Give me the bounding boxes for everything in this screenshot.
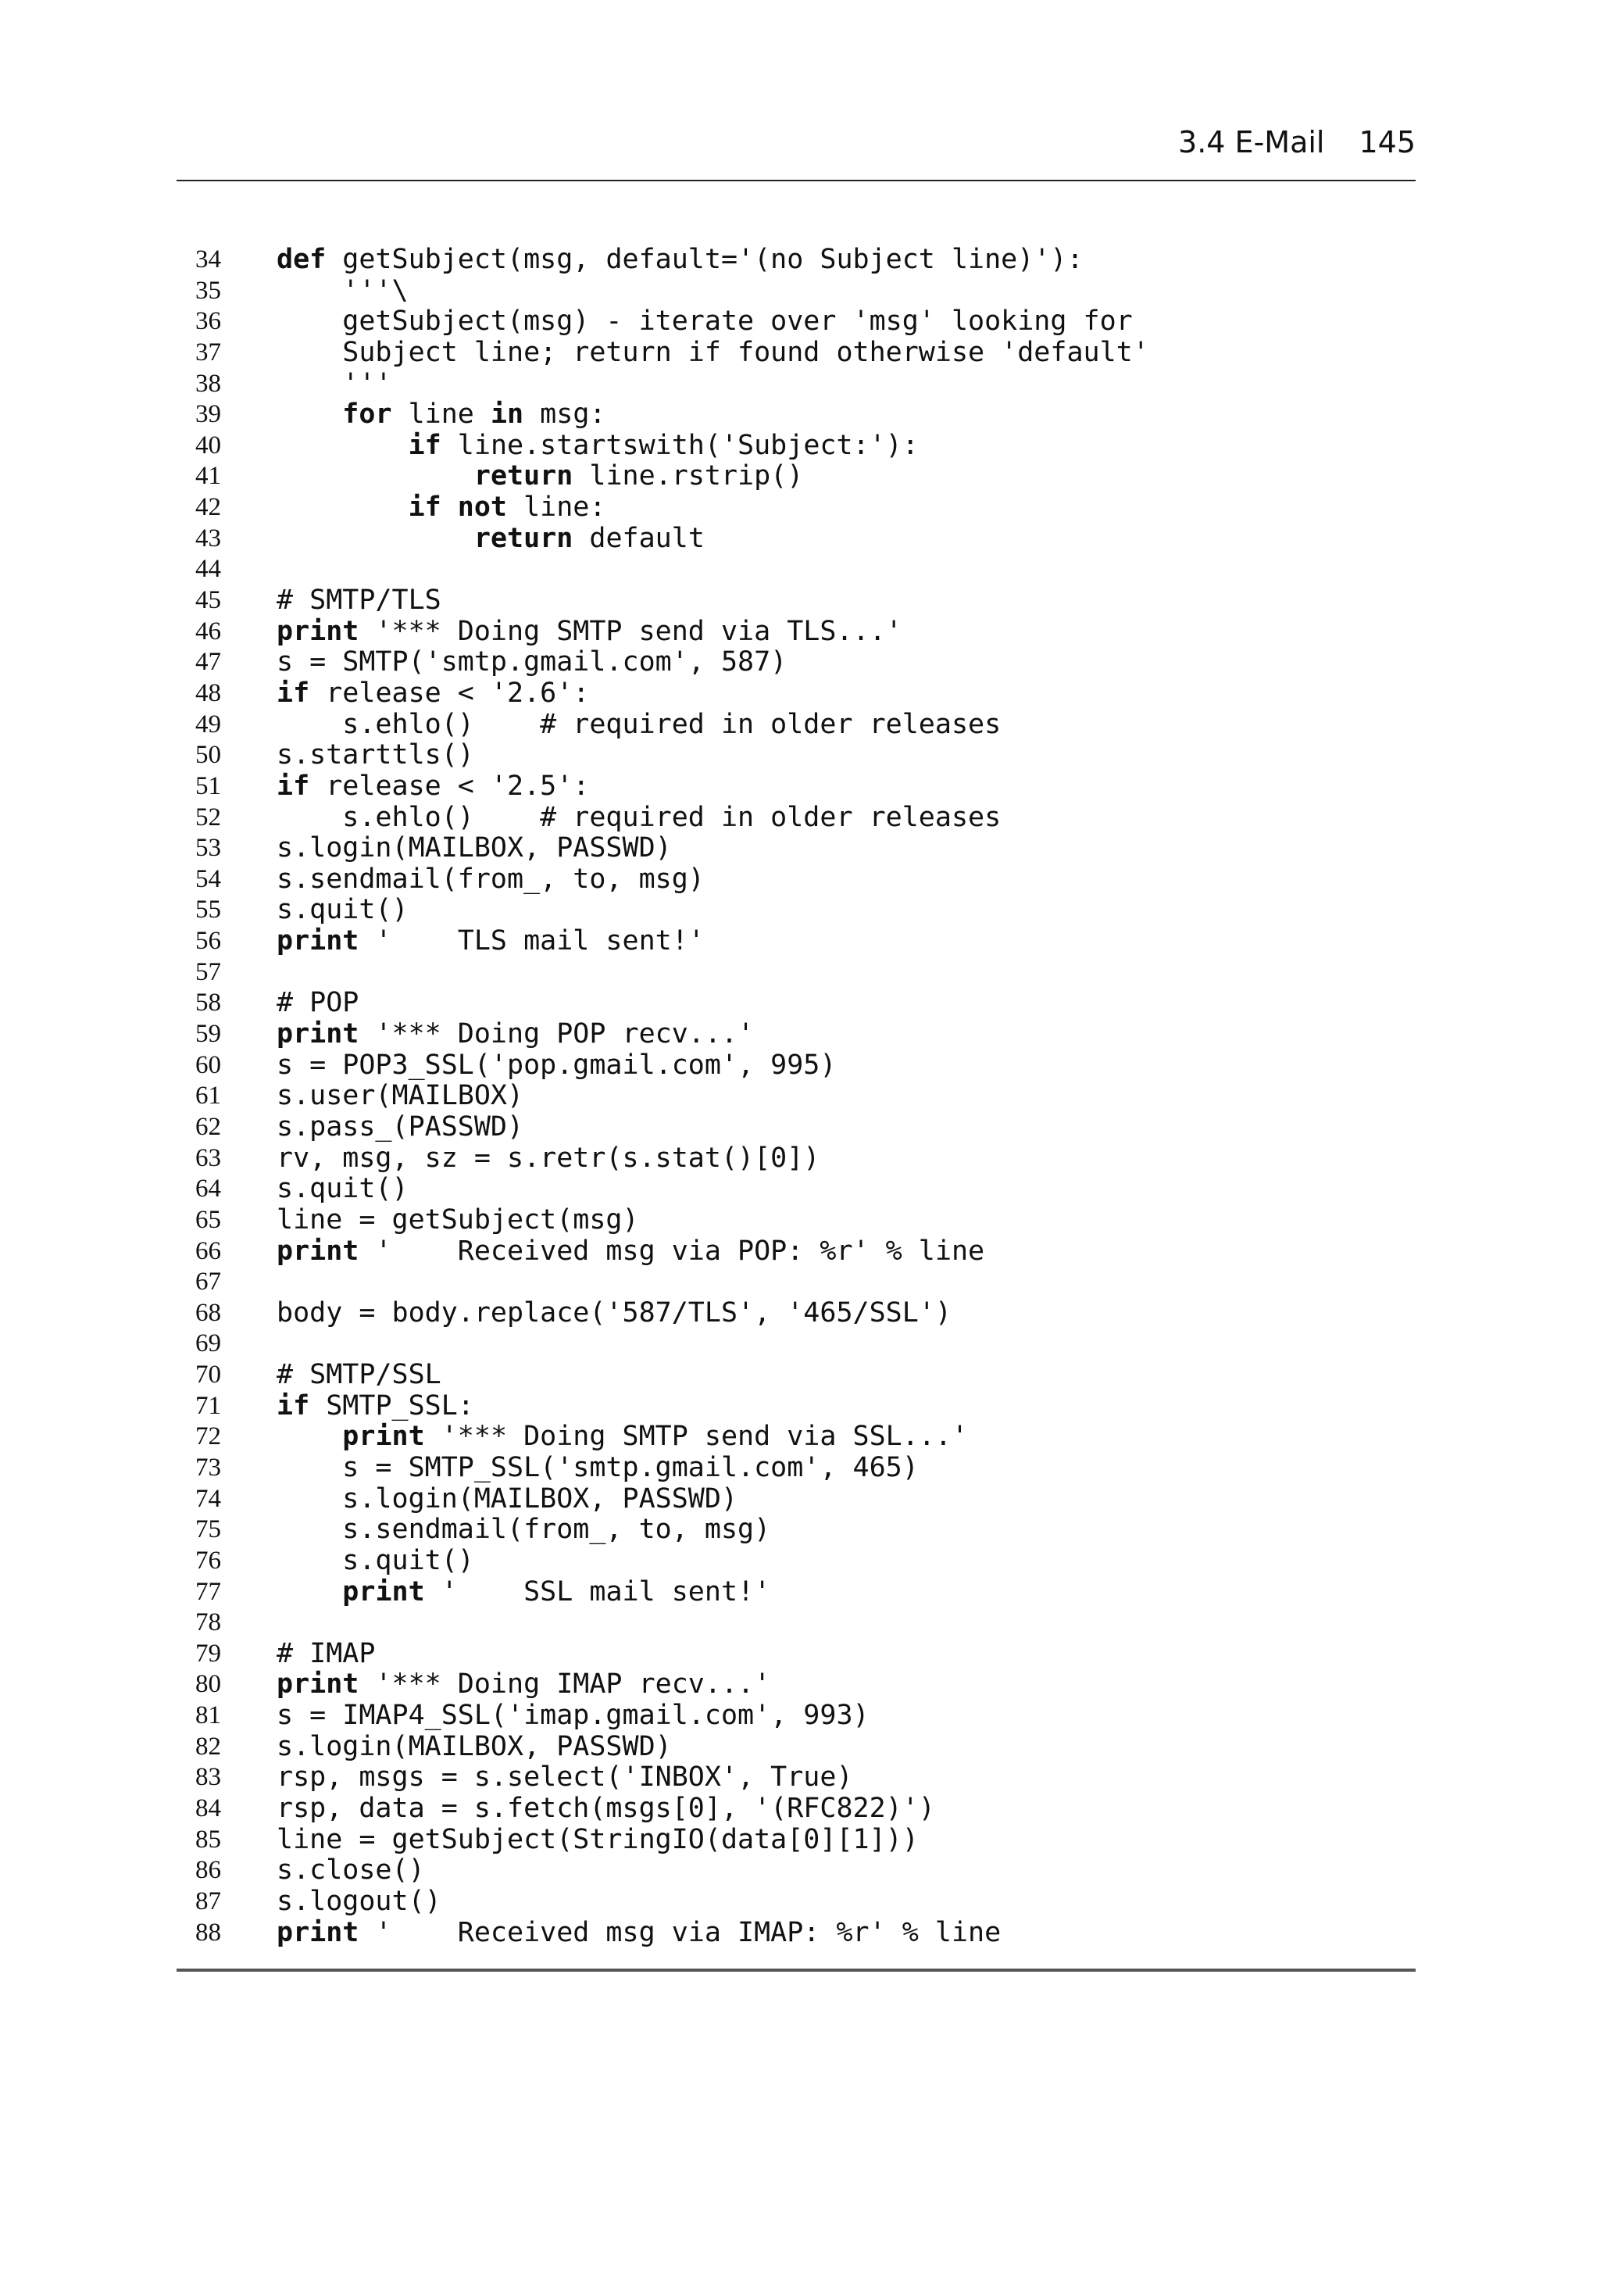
line-number: 74 (195, 1484, 221, 1513)
code-keyword: print (277, 1018, 359, 1050)
code-line (195, 1515, 1398, 1546)
code-token: s.ehlo() # required in older releases (277, 801, 1002, 833)
code-text (277, 1639, 375, 1670)
code-line (195, 864, 1398, 896)
code-text (277, 803, 1001, 834)
code-token: rsp, msgs = s.select('INBOX', True) (277, 1761, 853, 1794)
code-text (277, 431, 919, 462)
code-token: release < '2.5': (309, 770, 590, 802)
code-line (195, 1855, 1398, 1887)
code-keyword: for (342, 399, 392, 431)
code-token: '*** Doing SMTP send via TLS...' (359, 615, 902, 647)
code-token: s.quit() (277, 1544, 474, 1576)
code-token: s.sendmail(from_, to, msg) (277, 1514, 771, 1546)
code-text (277, 369, 392, 400)
line-number: 58 (195, 989, 221, 1017)
code-line (195, 1019, 1398, 1050)
line-number: 64 (195, 1175, 221, 1203)
line-number: 46 (195, 617, 221, 646)
code-token: s.close() (277, 1854, 425, 1887)
code-line (195, 771, 1398, 803)
code-keyword: in (490, 399, 524, 431)
code-line (195, 1577, 1398, 1608)
code-token: body = body.replace('587/TLS', '465/SSL') (277, 1296, 952, 1329)
code-keyword: if (408, 429, 441, 461)
line-number: 41 (195, 462, 221, 491)
line-number: 76 (195, 1546, 221, 1575)
code-line (195, 1701, 1398, 1732)
code-text (277, 276, 409, 307)
code-text (277, 710, 1001, 741)
code-line (195, 1422, 1398, 1453)
code-line (195, 1762, 1398, 1794)
code-token: rsp, data = s.fetch(msgs[0], '(RFC822)') (277, 1793, 935, 1825)
code-text (277, 399, 605, 431)
line-number: 73 (195, 1453, 221, 1482)
code-line (195, 369, 1398, 400)
code-token: '*** Doing IMAP recv...' (359, 1668, 771, 1701)
code-token: s.ehlo() # required in older releases (277, 708, 1002, 740)
code-text (277, 1887, 441, 1918)
code-line (195, 1298, 1398, 1329)
code-text (277, 524, 705, 555)
code-text (277, 1577, 770, 1608)
code-line (195, 1887, 1398, 1918)
code-token (277, 430, 409, 461)
code-text (277, 740, 474, 771)
code-token: SMTP_SSL: (309, 1389, 474, 1422)
line-number: 77 (195, 1577, 221, 1606)
code-text (277, 1515, 770, 1546)
code-text (277, 678, 589, 710)
code-line (195, 1329, 1398, 1360)
line-number: 78 (195, 1608, 221, 1637)
line-number: 45 (195, 586, 221, 615)
code-line (195, 585, 1398, 617)
code-keyword: print (342, 1421, 425, 1453)
code-line (195, 524, 1398, 555)
line-number: 82 (195, 1732, 221, 1761)
code-text (277, 1825, 919, 1856)
code-token: '''\ (277, 274, 409, 306)
code-line (195, 1174, 1398, 1205)
code-token: # SMTP/TLS (277, 585, 441, 617)
code-line (195, 617, 1398, 648)
code-token: rv, msg, sz = s.retr(s.stat()[0]) (277, 1142, 820, 1174)
code-token: ' SSL mail sent!' (424, 1575, 771, 1608)
code-line (195, 1205, 1398, 1236)
code-line (195, 1825, 1398, 1856)
code-token: ' Received msg via POP: %r' % line (359, 1235, 985, 1267)
code-text (277, 585, 441, 617)
line-number: 87 (195, 1887, 221, 1915)
code-text (277, 1236, 984, 1268)
code-line (195, 554, 1398, 585)
code-text (277, 1112, 523, 1143)
code-token (277, 523, 474, 554)
line-number: 49 (195, 710, 221, 739)
code-token: s.logout() (277, 1885, 441, 1917)
code-token: line.rstrip() (573, 460, 804, 492)
code-text (277, 306, 1133, 338)
code-token: s.login(MAILBOX, PASSWD) (277, 1730, 672, 1762)
code-text (277, 338, 1149, 369)
code-line (195, 895, 1398, 926)
code-line (195, 1669, 1398, 1701)
page-number: 145 (1359, 125, 1416, 159)
code-line (195, 492, 1398, 524)
code-token: # SMTP/SSL (277, 1359, 441, 1391)
code-token: getSubject(msg) - iterate over 'msg' looking for (277, 306, 1133, 338)
code-token: s.sendmail(from_, to, msg) (277, 863, 705, 895)
code-keyword: print (342, 1575, 425, 1608)
code-line (195, 988, 1398, 1019)
code-token: ' Received msg via IMAP: %r' % line (359, 1916, 1002, 1948)
line-number: 54 (195, 864, 221, 893)
code-text (277, 1360, 441, 1391)
code-text (277, 1762, 853, 1794)
code-token: default (573, 522, 705, 554)
code-token (277, 1421, 342, 1452)
code-text (277, 771, 589, 803)
code-token: s = IMAP4_SSL('imap.gmail.com', 993) (277, 1700, 870, 1732)
code-text (277, 988, 359, 1019)
code-line (195, 306, 1398, 338)
line-number: 61 (195, 1082, 221, 1110)
code-line (195, 1918, 1398, 1949)
code-token: ''' (277, 367, 392, 399)
line-number: 79 (195, 1639, 221, 1668)
code-keyword: return (473, 460, 573, 492)
line-number: 39 (195, 400, 221, 429)
code-line (195, 1391, 1398, 1422)
code-keyword: print (277, 1916, 359, 1948)
code-line (195, 1267, 1398, 1298)
code-token: line (391, 399, 491, 431)
code-text (277, 833, 672, 864)
code-line (195, 803, 1398, 834)
code-line (195, 647, 1398, 678)
code-line (195, 1050, 1398, 1082)
line-number: 37 (195, 338, 221, 367)
line-number: 81 (195, 1701, 221, 1730)
code-keyword: if (277, 1389, 310, 1422)
line-number: 52 (195, 803, 221, 831)
line-number: 69 (195, 1329, 221, 1358)
code-token: s.login(MAILBOX, PASSWD) (277, 832, 672, 864)
code-token (277, 492, 409, 523)
code-text (277, 1174, 409, 1205)
code-line (195, 1732, 1398, 1763)
line-number: 53 (195, 834, 221, 863)
code-text (277, 864, 705, 896)
code-line (195, 461, 1398, 492)
code-text (277, 895, 409, 926)
code-text (277, 1701, 870, 1732)
code-keyword: if (277, 770, 310, 802)
code-token: # IMAP (277, 1637, 376, 1669)
code-keyword: print (277, 925, 359, 957)
code-token: # POP (277, 987, 359, 1019)
code-keyword: print (277, 615, 359, 647)
code-line (195, 276, 1398, 307)
line-number: 67 (195, 1268, 221, 1296)
code-text (277, 1732, 672, 1763)
code-line (195, 399, 1398, 431)
line-number: 86 (195, 1856, 221, 1885)
code-token: ' TLS mail sent!' (359, 925, 705, 957)
code-line (195, 1639, 1398, 1670)
line-number: 44 (195, 555, 221, 584)
code-keyword: def (277, 244, 327, 275)
code-line (195, 678, 1398, 710)
line-number: 38 (195, 369, 221, 398)
code-token: s = SMTP_SSL('smtp.gmail.com', 465) (277, 1451, 919, 1483)
code-token: line = getSubject(msg) (277, 1203, 639, 1236)
code-token: s = SMTP('smtp.gmail.com', 587) (277, 646, 788, 678)
line-number: 47 (195, 648, 221, 677)
page-header (177, 123, 1416, 161)
code-line (195, 245, 1398, 276)
code-line (195, 1546, 1398, 1577)
code-token: s.login(MAILBOX, PASSWD) (277, 1482, 738, 1515)
code-text (277, 617, 902, 648)
code-text (277, 1453, 919, 1484)
line-number: 84 (195, 1794, 221, 1823)
code-keyword: print (277, 1668, 359, 1701)
code-line (195, 740, 1398, 771)
code-text (277, 1298, 952, 1329)
code-token: line: (507, 492, 606, 524)
line-number: 68 (195, 1298, 221, 1327)
line-number: 59 (195, 1020, 221, 1049)
code-token: release < '2.6': (309, 677, 590, 709)
line-number: 35 (195, 276, 221, 305)
code-token: msg: (523, 399, 606, 431)
code-line (195, 926, 1398, 957)
code-line (195, 957, 1398, 989)
code-token: getSubject(msg, default='(no Subject line)'): (326, 244, 1084, 275)
code-text (277, 1019, 754, 1050)
code-line (195, 1484, 1398, 1515)
section-title: 3.4 E-Mail (1178, 125, 1325, 159)
code-text (277, 1855, 425, 1887)
code-text (277, 1143, 820, 1175)
code-line (195, 833, 1398, 864)
line-number: 55 (195, 896, 221, 924)
code-text (277, 1050, 836, 1082)
code-text (277, 1081, 523, 1112)
line-number: 57 (195, 957, 221, 986)
line-number: 43 (195, 524, 221, 553)
code-token: s.starttls() (277, 739, 474, 771)
line-number: 40 (195, 431, 221, 460)
code-token: s.quit() (277, 1173, 409, 1205)
line-number: 71 (195, 1391, 221, 1420)
code-text (277, 461, 803, 492)
code-token: line.startswith('Subject:'): (441, 429, 919, 461)
line-number: 75 (195, 1515, 221, 1544)
code-text (277, 647, 787, 678)
line-number: 36 (195, 307, 221, 336)
code-token: '*** Doing SMTP send via SSL...' (424, 1421, 969, 1453)
line-number: 42 (195, 493, 221, 522)
line-number: 72 (195, 1422, 221, 1451)
code-token: s.quit() (277, 894, 409, 926)
line-number: 63 (195, 1143, 221, 1172)
line-number: 34 (195, 245, 221, 274)
code-text (277, 1484, 738, 1515)
line-number: 48 (195, 678, 221, 707)
code-text (277, 1422, 968, 1453)
code-text (277, 926, 705, 957)
line-number: 65 (195, 1205, 221, 1234)
line-number: 51 (195, 771, 221, 800)
code-line (195, 1112, 1398, 1143)
line-number: 56 (195, 927, 221, 956)
code-token (277, 460, 474, 492)
code-keyword: return (473, 522, 573, 554)
code-line (195, 1236, 1398, 1268)
code-line (195, 1453, 1398, 1484)
line-number: 60 (195, 1050, 221, 1079)
code-token: s.pass_(PASSWD) (277, 1110, 524, 1143)
code-token: s.user(MAILBOX) (277, 1080, 524, 1112)
code-text (277, 1391, 474, 1422)
code-text (277, 1669, 770, 1701)
code-text (277, 1918, 1001, 1949)
code-text (277, 1546, 474, 1577)
line-number: 50 (195, 741, 221, 770)
line-number: 88 (195, 1918, 221, 1947)
code-line (195, 1143, 1398, 1175)
code-line (195, 1794, 1398, 1825)
listing-end-rule (177, 1969, 1416, 1972)
code-token: Subject line; return if found otherwise 'default' (277, 336, 1149, 368)
header-rule (177, 180, 1416, 181)
code-line (195, 1081, 1398, 1112)
code-keyword: if (277, 677, 310, 709)
code-text (277, 492, 605, 524)
code-text (277, 1794, 935, 1825)
code-text (277, 245, 1084, 276)
line-number: 70 (195, 1361, 221, 1389)
code-line (195, 1608, 1398, 1639)
code-token: '*** Doing POP recv...' (359, 1018, 755, 1050)
line-number: 62 (195, 1112, 221, 1141)
code-token (277, 399, 342, 430)
line-number: 66 (195, 1236, 221, 1265)
code-line (195, 338, 1398, 369)
code-listing (195, 245, 1398, 1948)
code-line (195, 1360, 1398, 1391)
code-line (195, 710, 1398, 741)
code-token (277, 1576, 342, 1608)
code-keyword: if not (408, 492, 508, 524)
code-token: s = POP3_SSL('pop.gmail.com', 995) (277, 1049, 837, 1081)
line-number: 85 (195, 1825, 221, 1854)
code-line (195, 431, 1398, 462)
code-token: line = getSubject(StringIO(data[0][1])) (277, 1823, 919, 1855)
line-number: 80 (195, 1670, 221, 1699)
line-number: 83 (195, 1763, 221, 1792)
code-text (277, 1205, 639, 1236)
code-keyword: print (277, 1235, 359, 1267)
